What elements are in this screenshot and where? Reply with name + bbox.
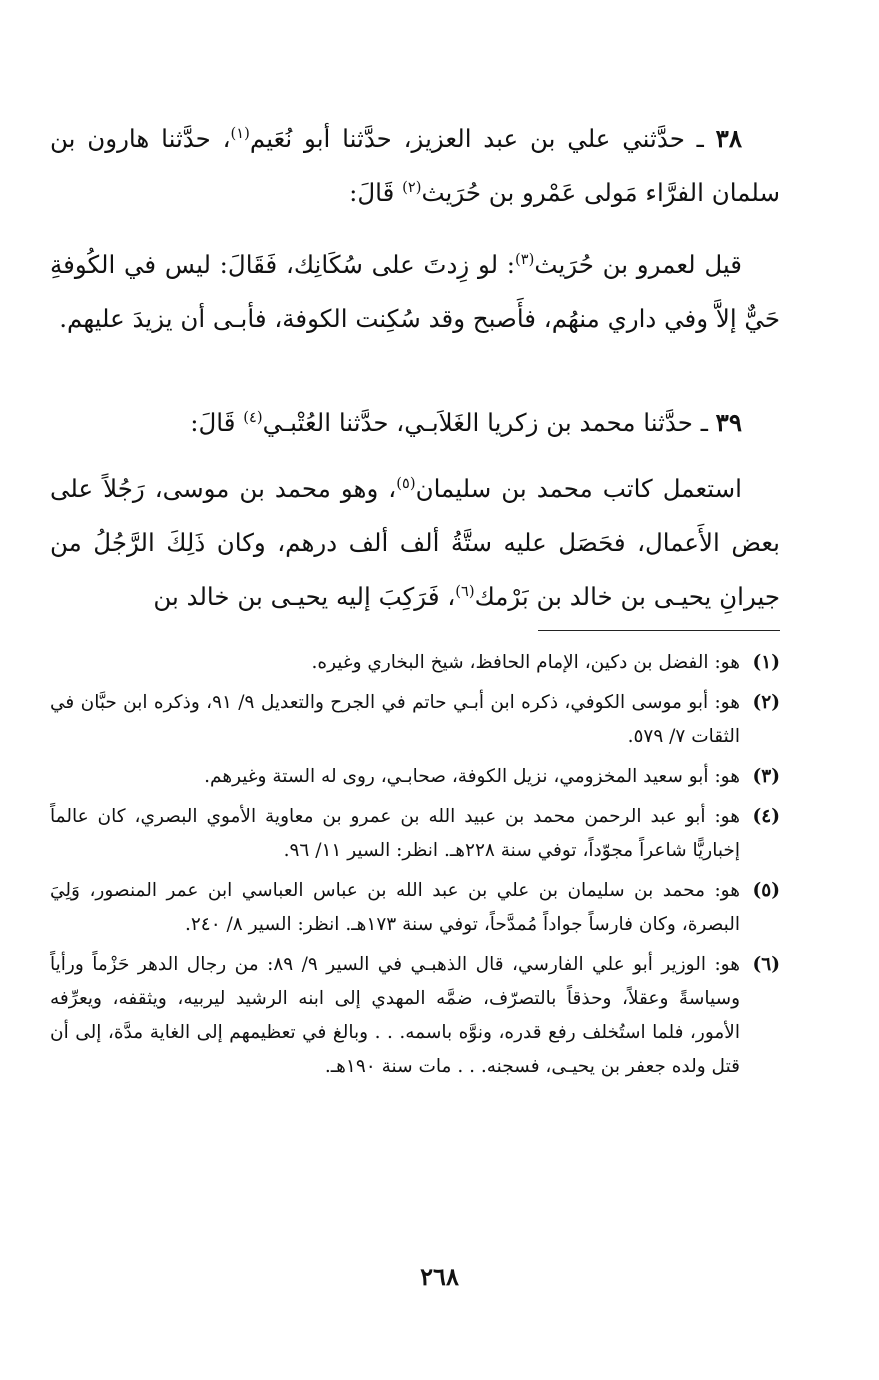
footnote-text: هو: أبو سعيد المخزومي، نزيل الكوفة، صحابـي، روى له الستة وغيرهم. — [204, 766, 740, 787]
report-38-isnad-mid: ، حدَّثنا هارون بن سلمان الفرَّاء مَولى عَمْرو بن حُرَيث — [50, 124, 780, 207]
footnote-text: هو: أبو عبد الرحمن محمد بن عبيد الله بن عمرو بن معاوية الأموي البصري، كان عالماً إخباريًّا شاعراً مجوّداً، توفي سنة ٢٢٨هـ. انظر: السير ١١/ ٩٦. — [50, 806, 740, 861]
footnotes — [50, 646, 780, 1090]
footnote-ref-2[interactable]: (٢) — [402, 178, 422, 196]
footnote-ref-5[interactable]: (٥) — [396, 474, 416, 492]
matn-rest: : لو زِدتَ على سُكَانِك، فَقَالَ: ليس في الكُوفةِ حَيٌّ إلاَّ وفي داري منهُم، فأَصبح وقد سُكِنت الكوفة، فأبـى أن يزيدَ عليهم. — [50, 250, 780, 333]
report-number: ٣٩ — [715, 408, 742, 437]
footnote-text: هو: الفضل بن دكين، الإمام الحافظ، شيخ البخاري وغيره. — [311, 652, 740, 673]
footnote-ref-4[interactable]: (٤) — [243, 408, 263, 426]
report-38-isnad-end: قَالَ: — [349, 178, 403, 207]
report-38 — [50, 112, 780, 220]
report-39-text — [50, 396, 780, 450]
matn-start: استعمل كاتب محمد بن سليمان — [415, 474, 742, 503]
footnote-text: هو: الوزير أبو علي الفارسي، قال الذهبـي في السير ٩/ ٨٩: من رجال الدهر حَزْماً ورأياً وسياسةً وعقلاً، وحذقاً بالتصرّف، ضمَّه المهدي إلى ابنه الرشيد ليربيه، ويثقفه، ويعرِّفه الأمور، فلما استُخلف رفع قدره، ونوَّه باسمه. . . وبالغ في تعظيمهم إلى الغاية مدَّة، إلى أن قتل ولده جعفر بن يحيـى، فسجنه. . . مات سنة ١٩٠هـ. — [50, 954, 740, 1077]
report-38-text — [50, 112, 780, 220]
footnote-number: (٤) — [752, 806, 780, 827]
page-number: ٢٦٨ — [420, 1262, 459, 1291]
footnote-number: (٥) — [752, 880, 780, 901]
report-39-isnad-end: قَالَ: — [190, 408, 244, 437]
footnote-2 — [50, 686, 780, 754]
report-38-matn-text — [50, 238, 780, 346]
footnote-4 — [50, 800, 780, 868]
report-38-isnad-start: ـ حدَّثني علي بن عبد العزيز، حدَّثنا أبو نُعَيم — [249, 124, 704, 153]
footnote-separator — [538, 630, 780, 631]
footnote-number: (٣) — [752, 766, 780, 787]
footnote-number: (١) — [752, 652, 780, 673]
matn-end: ، فَرَكِبَ إليه يحيـى بن خالد بن — [153, 582, 456, 611]
footnote-3 — [50, 760, 780, 794]
footnote-ref-6[interactable]: (٦) — [455, 582, 475, 600]
report-38-matn — [50, 238, 780, 346]
footnote-text: هو: محمد بن سليمان بن علي بن عبد الله بن عباس العباسي ابن عمر المنصور، وَلِيَ البصرة، وكان فارساً جواداً مُمدَّحاً، توفي سنة ١٧٣هـ. انظر: السير ٨/ ٢٤٠. — [50, 880, 740, 935]
report-39-matn — [50, 462, 780, 624]
footnote-number: (٢) — [752, 692, 780, 713]
footnote-number: (٦) — [752, 954, 780, 975]
footnote-6 — [50, 948, 780, 1084]
report-39-matn-text — [50, 462, 780, 624]
footnote-ref-1[interactable]: (١) — [230, 124, 250, 142]
report-39-isnad-start: ـ حدَّثنا محمد بن زكريا الغَلاَبـي، حدَّثنا العُتْبـي — [262, 408, 708, 437]
report-39 — [50, 396, 780, 450]
report-number: ٣٨ — [715, 124, 742, 153]
footnote-text: هو: أبو موسى الكوفي، ذكره ابن أبـي حاتم في الجرح والتعديل ٩/ ٩١، وذكره ابن حبَّان في الثقات ٧/ ٥٧٩. — [50, 692, 740, 747]
footnote-ref-3[interactable]: (٣) — [515, 250, 535, 268]
matn-start: قيل لعمرو بن حُرَيث — [534, 250, 742, 279]
matn-mid: ، وهو محمد بن موسى، رَجُلاً على بعض الأَعمال، فحَصَل عليه ستَّةُ ألف ألف درهم، وكان ذَلِكَ الرَّجُلُ من جيرانِ يحيـى بن خالد بن بَرْمك — [50, 474, 780, 611]
footnote-1 — [50, 646, 780, 680]
footnote-5 — [50, 874, 780, 942]
